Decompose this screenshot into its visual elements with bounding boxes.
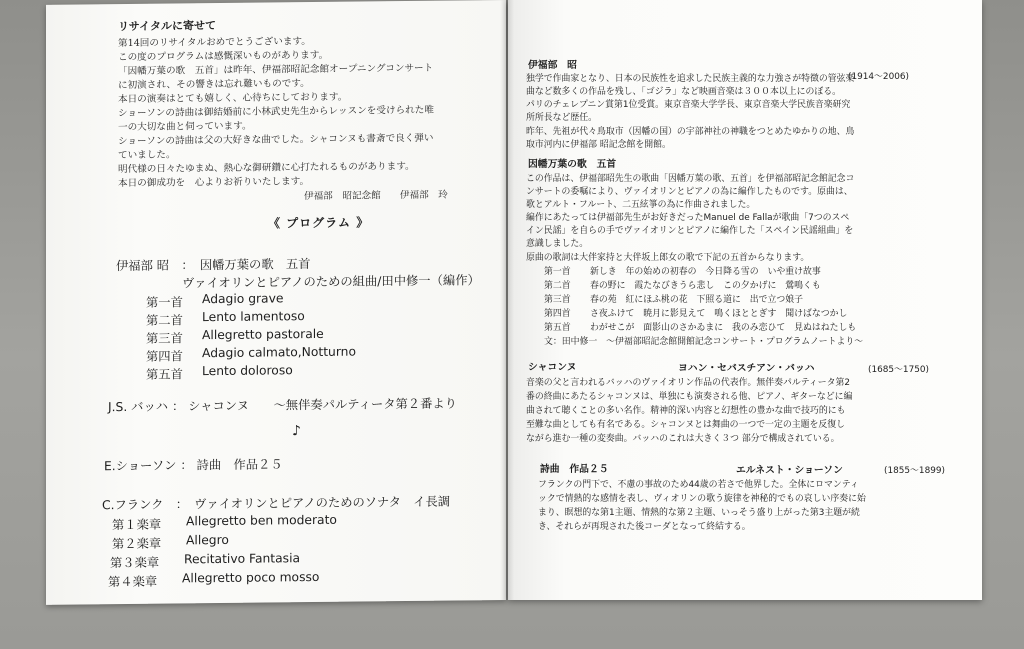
section-heading-poeme: 詩曲 作品２５ <box>540 464 609 475</box>
poem-text: 新しき 年の始めの初春の 今日降る雪の いや重け故事 <box>590 267 821 277</box>
poem-text: 春の野に 霞たなびきうら悲し この夕かげに 鶯鳴くも <box>590 281 821 291</box>
section-text: 至難な曲としても有名である。シャコンヌとは舞曲の一つで一定の主題を反復し <box>526 420 845 430</box>
movement-title: Lento doloroso <box>202 363 293 379</box>
section-text: 原曲の歌詞は大伴家持と大伴坂上郎女の歌で下記の五首からなります。 <box>526 253 810 263</box>
section-text: 昨年、先祖が代々鳥取市（因幡の国）の宇部神社の神職をつとめたゆかりの地、鳥 <box>526 127 855 137</box>
movement-label: 第五首 <box>146 367 183 382</box>
intro-line: 本日の御成功を 心よりお祈りいたします。 <box>118 176 310 190</box>
composer-years: (1685～1750) <box>868 365 929 375</box>
section-heading-chaconne: シャコンヌ <box>528 362 577 373</box>
composer-years: (1855～1899) <box>884 466 945 476</box>
composer-years: (1914～2006) <box>848 72 909 82</box>
section-text: 意識しました。 <box>526 239 589 249</box>
program-work-subtitle: ヴァイオリンとピアノのための組曲/田中修一（編作） <box>182 273 480 291</box>
program-composer-chausson: E.ショーソン ： 詩曲 作品２５ <box>104 457 283 474</box>
section-text: 曲されて聴くことの多い名作。精神的深い内容と幻想性の豊かな曲で技巧的にも <box>526 406 846 416</box>
program-composer-franck: C.フランク ： ヴァイオリンとピアノのためのソナタ イ長調 <box>102 494 451 513</box>
section-heading-inaba: 因幡万葉の歌 五首 <box>528 159 617 170</box>
intro-title: リサイタルに寄せて <box>118 19 217 34</box>
section-text: ックで情熱的な感情を表し、ヴィオリンの歌う旋律を神秘的でもの哀しい序奏に始 <box>538 494 866 504</box>
intro-line: 「因幡万葉の歌 五首」は昨年、伊福部昭記念館オープニングコンサート <box>118 62 434 78</box>
section-text: 所所長など歴任。 <box>526 113 597 123</box>
movement-title: Allegretto poco mosso <box>182 569 320 586</box>
poem-label: 第四首 <box>544 309 571 319</box>
section-heading-ifukube: 伊福部 昭 <box>528 60 577 71</box>
poem-text: さ夜ふけて 暁月に影見えて 鳴くほととぎす 聞けばなつかし <box>590 309 848 319</box>
intro-line: 明代様の日々たゆまぬ、熱心な御研鑽に心打たれるものがあります。 <box>118 160 415 176</box>
music-note-icon: ♪ <box>292 423 301 440</box>
section-text: まり、瞑想的な第1主題、情熱的な第２主題、いっそう盛り上がった第3主題が続 <box>538 508 860 518</box>
poem-label: 第二首 <box>544 281 571 291</box>
section-text: イン民謡」を自らの手でヴァイオリンとピアノに編作した「スペイン民謡組曲」を <box>526 226 854 236</box>
movement-label: 第三首 <box>146 331 183 346</box>
intro-line: ていました。 <box>118 149 176 162</box>
intro-line: に初演され、その響きは忘れ難いものです。 <box>118 78 310 92</box>
program-composer-ifukube: 伊福部 昭 ： 因幡万葉の歌 五首 <box>116 257 311 274</box>
poem-text: 春の苑 紅にほふ桃の花 下照る道に 出で立つ娘子 <box>590 295 803 305</box>
movement-label: 第２楽章 <box>112 536 162 552</box>
movement-label: 第３楽章 <box>110 555 160 571</box>
section-text: 曲など数多くの作品を残し、「ゴジラ」など映画音楽は３００本以上にのぼる。 <box>526 87 842 97</box>
section-text: フランクの門下で、不慮の事故のため44歳の若さで他界した。全体にロマンティ <box>538 480 859 490</box>
section-text: この作品は、伊福部昭先生の歌曲「因幡万葉の歌、五首」を伊福部昭記念館記念コ <box>526 174 855 184</box>
movement-label: 第四首 <box>146 349 183 364</box>
section-text: 編作にあたっては伊福部先生がお好きだったManuel de Fallaが歌曲「7つのスペ <box>526 213 850 223</box>
intro-line: ショーソンの詩曲は御結婚前に小林武史先生からレッスンを受けられた唯 <box>118 104 434 120</box>
intro-line: この度のプログラムは感慨深いものがあります。 <box>118 49 329 64</box>
section-text: 番の終曲にあたるシャコンヌは、単独にも演奏される他、ピアノ、ギターなどに編 <box>526 392 853 402</box>
section-text: き、それらが再現された後コーダとなって終結する。 <box>538 522 751 532</box>
program-title: 《 プログラム 》 <box>268 215 370 231</box>
movement-title: Allegretto ben moderato <box>186 512 337 529</box>
movement-label: 第二首 <box>146 313 183 328</box>
composer-name-bach: ヨハン・セバスチアン・バッハ <box>678 363 815 374</box>
movement-title: Adagio grave <box>202 291 284 307</box>
composer-name-chausson: エルネスト・ショーソン <box>736 465 843 476</box>
program-composer-bach: J.S. バッハ ： シャコンヌ ～無伴奏パルティータ第２番より <box>108 396 457 415</box>
section-text: 音楽の父と言われるバッハのヴァイオリン作品の代表作。無伴奏パルティータ第2 <box>526 378 851 388</box>
intro-line: 第14回のリサイタルおめでとうございます。 <box>118 36 311 50</box>
poem-label: 第三首 <box>544 295 571 305</box>
section-text: 独学で作曲家となり、日本の民族性を追求した民族主義的な力強さが特徴の管弦楽 <box>526 74 855 84</box>
poem-label: 第五首 <box>544 323 571 333</box>
section-text: 取市河内に伊福部 昭記念館を開館。 <box>526 140 671 150</box>
section-text: パリのチェレプニン賞第1位受賞。東京音楽大学学長、東京音楽大学民族音楽研究 <box>526 100 851 110</box>
movement-title: Allegretto pastorale <box>202 326 324 343</box>
section-text: 歌とアルト・フルート、二五絃箏の為に作曲されました。 <box>526 200 756 210</box>
movement-label: 第１楽章 <box>112 517 162 533</box>
inaba-credit: 文：田中修一 ～伊福部昭記念館開館記念コンサート・プログラムノートより～ <box>544 337 864 347</box>
movement-title: Lento lamentoso <box>202 309 305 325</box>
section-text: ンサートの委嘱により、ヴァイオリンとピアノの為に編作したものです。原曲は、 <box>526 187 853 197</box>
section-text: ながら進む一種の変奏曲。バッハのこれは大きく３つ 部分で構成されている。 <box>526 434 840 444</box>
intro-line: 本日の演奏はとても嬉しく、心待ちにしております。 <box>118 91 348 106</box>
poem-text: わがせこが 面影山のさかゐまに 我のみ恋ひて 見ぬはねたしも <box>590 323 857 333</box>
movement-title: Adagio calmato,Notturno <box>202 344 356 361</box>
intro-line: ショーソンの詩曲は父の大好きな曲でした。シャコンヌも書斎で良く弾い <box>118 132 434 148</box>
intro-signature: 伊福部 昭記念館 伊福部 玲 <box>304 189 448 203</box>
poem-label: 第一首 <box>544 267 571 277</box>
intro-line: 一の大切な曲と伺っています。 <box>118 120 252 134</box>
movement-label: 第一首 <box>146 295 183 310</box>
movement-label: 第４楽章 <box>108 574 158 590</box>
right-page <box>508 0 982 600</box>
movement-title: Allegro <box>186 532 229 548</box>
movement-title: Recitativo Fantasia <box>184 551 301 567</box>
left-page <box>46 0 506 605</box>
